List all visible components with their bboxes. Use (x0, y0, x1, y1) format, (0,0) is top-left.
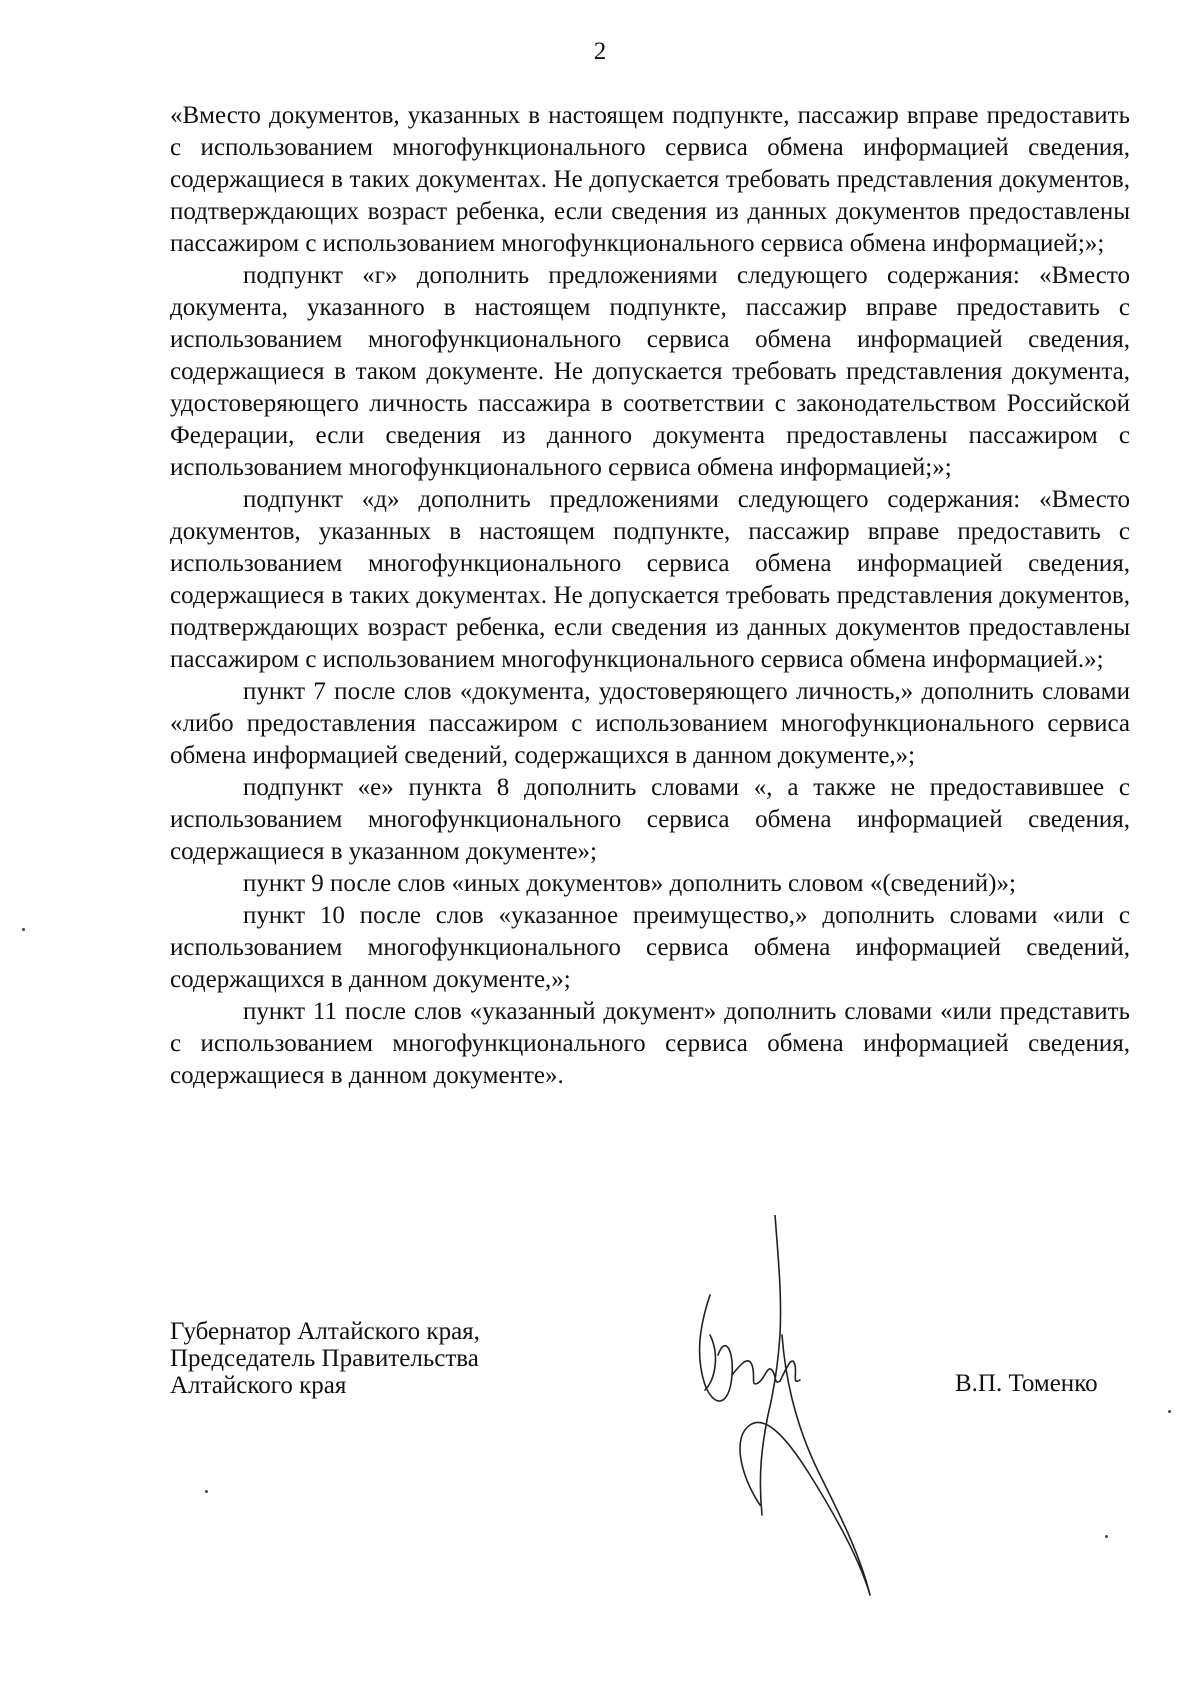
scan-speck (205, 1490, 208, 1493)
signatory-title (170, 1318, 480, 1399)
page-number: 2 (593, 38, 607, 65)
signatory-title-line: Председатель Правительства (170, 1345, 479, 1372)
scan-speck (22, 928, 25, 931)
scan-speck (1105, 1535, 1108, 1538)
handwritten-signature (670, 1215, 950, 1615)
signatory-name: В.П. Томенко (955, 1370, 1098, 1397)
document-body (170, 100, 1130, 1092)
paragraph: подпункт «д» дополнить предложениями следующего содержания: «Вместо документов, указанных в настоящем подпункте, пассажир вправе предоставить с использованием многофункционального сервиса обмена информацией сведения, содержащиеся в таких документах. Не допускается требовать представления документов, подтверждающих возраст ребенка, если сведения из данных документов предоставлены пассажиром с использованием многофункционального сервиса обмена информацией.»; (170, 486, 1130, 673)
signatory-title-line: Губернатор Алтайского края, (170, 1318, 480, 1345)
paragraph: подпункт «е» пункта 8 дополнить словами «, а также не предоставившее с использованием многофункционального сервиса обмена информацией сведения, содержащиеся в указанном документе»; (170, 774, 1130, 865)
paragraph: пункт 9 после слов «иных документов» дополнить словом «(сведений)»; (243, 870, 1016, 897)
signatory-title-line: Алтайского края (170, 1372, 347, 1399)
paragraph: пункт 7 после слов «документа, удостоверяющего личность,» дополнить словами «либо предоставления пассажиром с использованием многофункционального сервиса обмена информацией сведений, содержащихся в данном документе,»; (170, 678, 1130, 769)
paragraph: пункт 10 после слов «указанное преимущество,» дополнить словами «или с использованием многофункционального сервиса обмена информацией сведений, содержащихся в данном документе,»; (170, 902, 1130, 993)
scan-speck (1168, 1410, 1171, 1413)
paragraph: подпункт «г» дополнить предложениями следующего содержания: «Вместо документа, указанного в настоящем подпункте, пассажир вправе предоставить с использованием многофункционального сервиса обмена информацией сведения, содержащиеся в таком документе. Не допускается требовать представления документа, удостоверяющего личность пассажира в соответствии с законодательством Российской Федерации, если сведения из данного документа предоставлены пассажиром с использованием многофункционального сервиса обмена информацией;»; (170, 262, 1130, 481)
paragraph: «Вместо документов, указанных в настоящем подпункте, пассажир вправе предоставить с использованием многофункционального сервиса обмена информацией сведения, содержащиеся в таких документах. Не допускается требовать представления документов, подтверждающих возраст ребенка, если сведения из данных документов предоставлены пассажиром с использованием многофункционального сервиса обмена информацией;»; (170, 102, 1130, 257)
paragraph: пункт 11 после слов «указанный документ» дополнить словами «или представить с использованием многофункционального сервиса обмена информацией сведения, содержащиеся в данном документе». (170, 998, 1130, 1089)
